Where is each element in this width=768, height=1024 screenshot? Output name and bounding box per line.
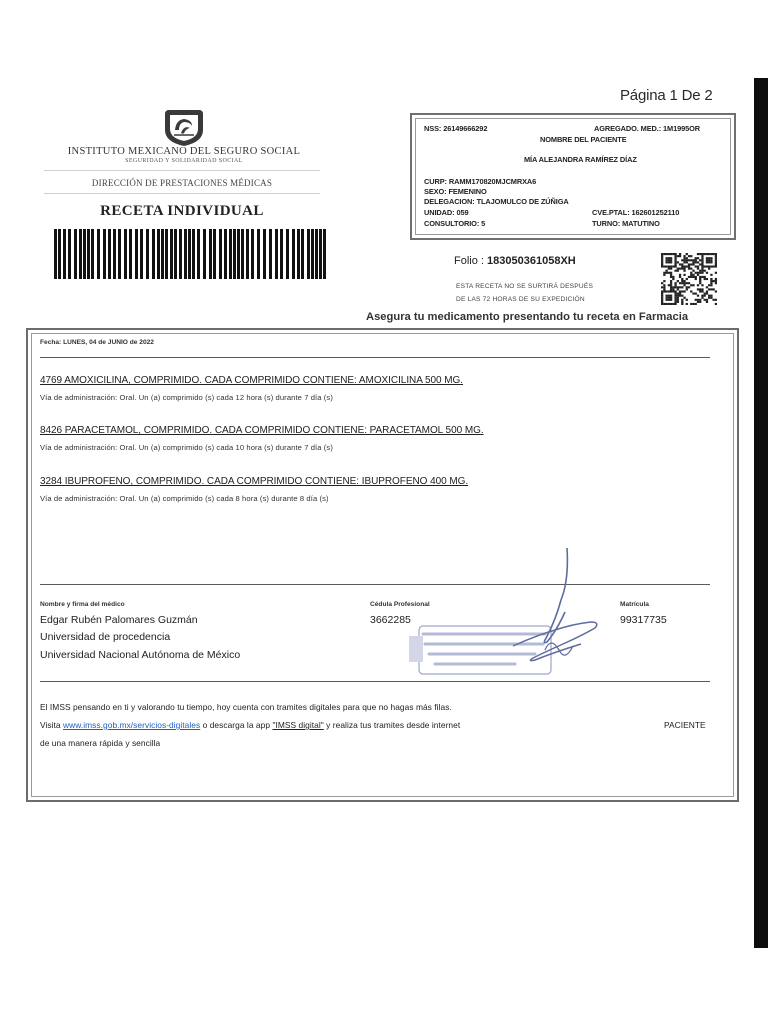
copy-type-label: PACIENTE — [664, 720, 706, 730]
medication-title: 4769 AMOXICILINA, COMPRIMIDO. CADA COMPRIMIDO CONTIENE: AMOXICILINA 500 MG. — [40, 375, 464, 386]
university-name: Universidad Nacional Autónoma de México — [40, 649, 241, 661]
signature-divider — [40, 584, 710, 585]
patient-cve-ptal: CVE.PTAL: 162601252110 — [592, 208, 680, 217]
pharmacy-notice: Asegura tu medicamento presentando tu receta en Farmacia — [366, 311, 689, 323]
expiry-notice — [456, 280, 593, 306]
footer-mid: o descarga la app — [202, 720, 271, 730]
patient-curp: CURP: RAMM170820MJCMRXA6 — [424, 177, 537, 186]
patient-agregado: AGREGADO. MED.: 1M1995OR — [594, 124, 701, 133]
qr-code-icon — [661, 253, 717, 305]
barcode — [54, 229, 328, 279]
direction-name: DIRECCIÓN DE PRESTACIONES MÉDICAS — [91, 178, 273, 188]
prescription-date: Fecha: LUNES, 04 de JUNIO de 2022 — [40, 339, 154, 346]
header-divider — [44, 170, 320, 171]
folio-label: Folio : — [454, 255, 484, 267]
folio — [454, 255, 576, 267]
footer-visita: Visita — [40, 720, 61, 730]
patient-sex: SEXO: FEMENINO — [424, 187, 487, 196]
cedula-label: Cédula Profesional — [370, 601, 430, 608]
footer-line2 — [40, 720, 460, 730]
institution-motto: SEGURIDAD Y SOLIDARIDAD SOCIAL — [125, 158, 243, 164]
patient-name: MÍA ALEJANDRA RAMÍREZ DÍAZ — [524, 155, 637, 164]
medication-route: Vía de administración: Oral. Un (a) comprimido (s) cada 10 hora (s) durante 7 día (s) — [40, 443, 333, 452]
patient-turno: TURNO: MATUTINO — [592, 219, 660, 228]
imss-digital-services-link[interactable]: www.imss.gob.mx/servicios-digitales — [63, 720, 201, 730]
matricula-value: 99317735 — [620, 614, 667, 626]
cedula-value: 3662285 — [370, 614, 411, 626]
doctor-name: Edgar Rubén Palomares Guzmán — [40, 614, 198, 626]
scan-edge-bar — [754, 78, 768, 948]
patient-delegation: DELEGACION: TLAJOMULCO DE ZÚÑIGA — [424, 197, 569, 206]
footer-tail: y realiza tus tramites desde internet — [326, 720, 461, 730]
page-number: Página 1 De 2 — [620, 87, 713, 104]
medication-title: 8426 PARACETAMOL, COMPRIMIDO. CADA COMPRIMIDO CONTIENE: PARACETAMOL 500 MG. — [40, 425, 484, 436]
folio-value: 183050361058XH — [487, 255, 576, 267]
doctor-name-label: Nombre y firma del médico — [40, 601, 125, 608]
doctor-signature-stamp — [395, 540, 605, 680]
expiry-notice-line2: DE LAS 72 HORAS DE SU EXPEDICIÓN — [456, 296, 585, 303]
patient-name-label: NOMBRE DEL PACIENTE — [540, 135, 627, 144]
patient-consultorio: CONSULTORIO: 5 — [424, 219, 486, 228]
institution-name: INSTITUTO MEXICANO DEL SEGURO SOCIAL — [67, 146, 301, 157]
footer-divider — [40, 681, 710, 682]
expiry-notice-line1: ESTA RECETA NO SE SURTIRÁ DESPUÉS — [456, 283, 594, 290]
footer-line1: El IMSS pensando en ti y valorando tu tiempo, hoy cuenta con tramites digitales para que no hagas más filas. — [40, 702, 452, 712]
medication-title: 3284 IBUPROFENO, COMPRIMIDO. CADA COMPRIMIDO CONTIENE: IBUPROFENO 400 MG. — [40, 476, 469, 487]
imss-logo-icon — [162, 108, 206, 148]
patient-info-box — [410, 113, 736, 240]
patient-unit: UNIDAD: 059 — [424, 208, 469, 217]
document-title: RECETA INDIVIDUAL — [100, 203, 264, 219]
footer-line3: de una manera rápida y sencilla — [40, 738, 161, 748]
university-label: Universidad de procedencia — [40, 631, 171, 643]
medication-route: Vía de administración: Oral. Un (a) comprimido (s) cada 12 hora (s) durante 7 día (s) — [40, 393, 333, 402]
medication-route: Vía de administración: Oral. Un (a) comprimido (s) cada 8 hora (s) durante 8 día (s) — [40, 494, 329, 503]
patient-nss: NSS: 26149666292 — [424, 124, 488, 133]
matricula-label: Matrícula — [620, 601, 649, 608]
header-divider — [44, 193, 320, 194]
date-divider — [40, 357, 710, 358]
imss-digital-app-name: "IMSS digital" — [272, 720, 324, 730]
